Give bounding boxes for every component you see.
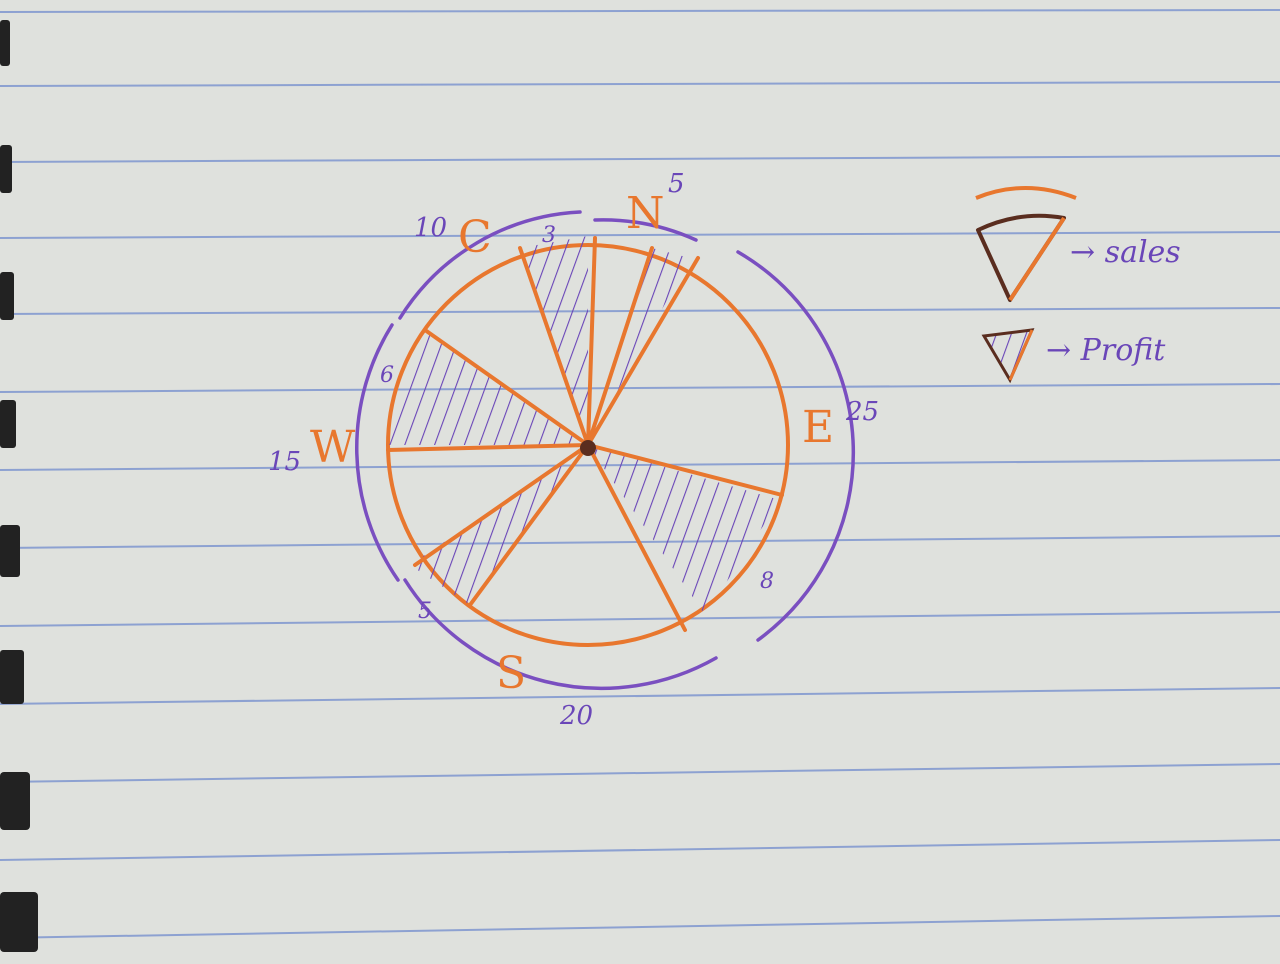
region-letter-c: C: [458, 212, 492, 263]
sales-value-e: 25: [846, 397, 880, 427]
sales-value-c: 10: [414, 213, 448, 243]
legend-sales-label: → sales: [1070, 235, 1181, 270]
profit-value-e: 8: [760, 569, 774, 594]
region-letter-w: W: [310, 422, 356, 473]
profit-value-sw: 5: [418, 599, 432, 624]
legend-profit-label: → Profit: [1046, 333, 1166, 368]
sales-value-s: 20: [560, 701, 594, 731]
profit-value-c: 3: [542, 223, 556, 248]
region-letter-s: S: [496, 648, 527, 699]
pie-center: [580, 440, 596, 456]
sales-value-n: 5: [668, 169, 685, 199]
sales-value-w: 15: [268, 447, 302, 477]
profit-value-w: 6: [380, 363, 394, 388]
region-letter-e: E: [802, 402, 835, 453]
region-letter-n: N: [626, 188, 665, 239]
